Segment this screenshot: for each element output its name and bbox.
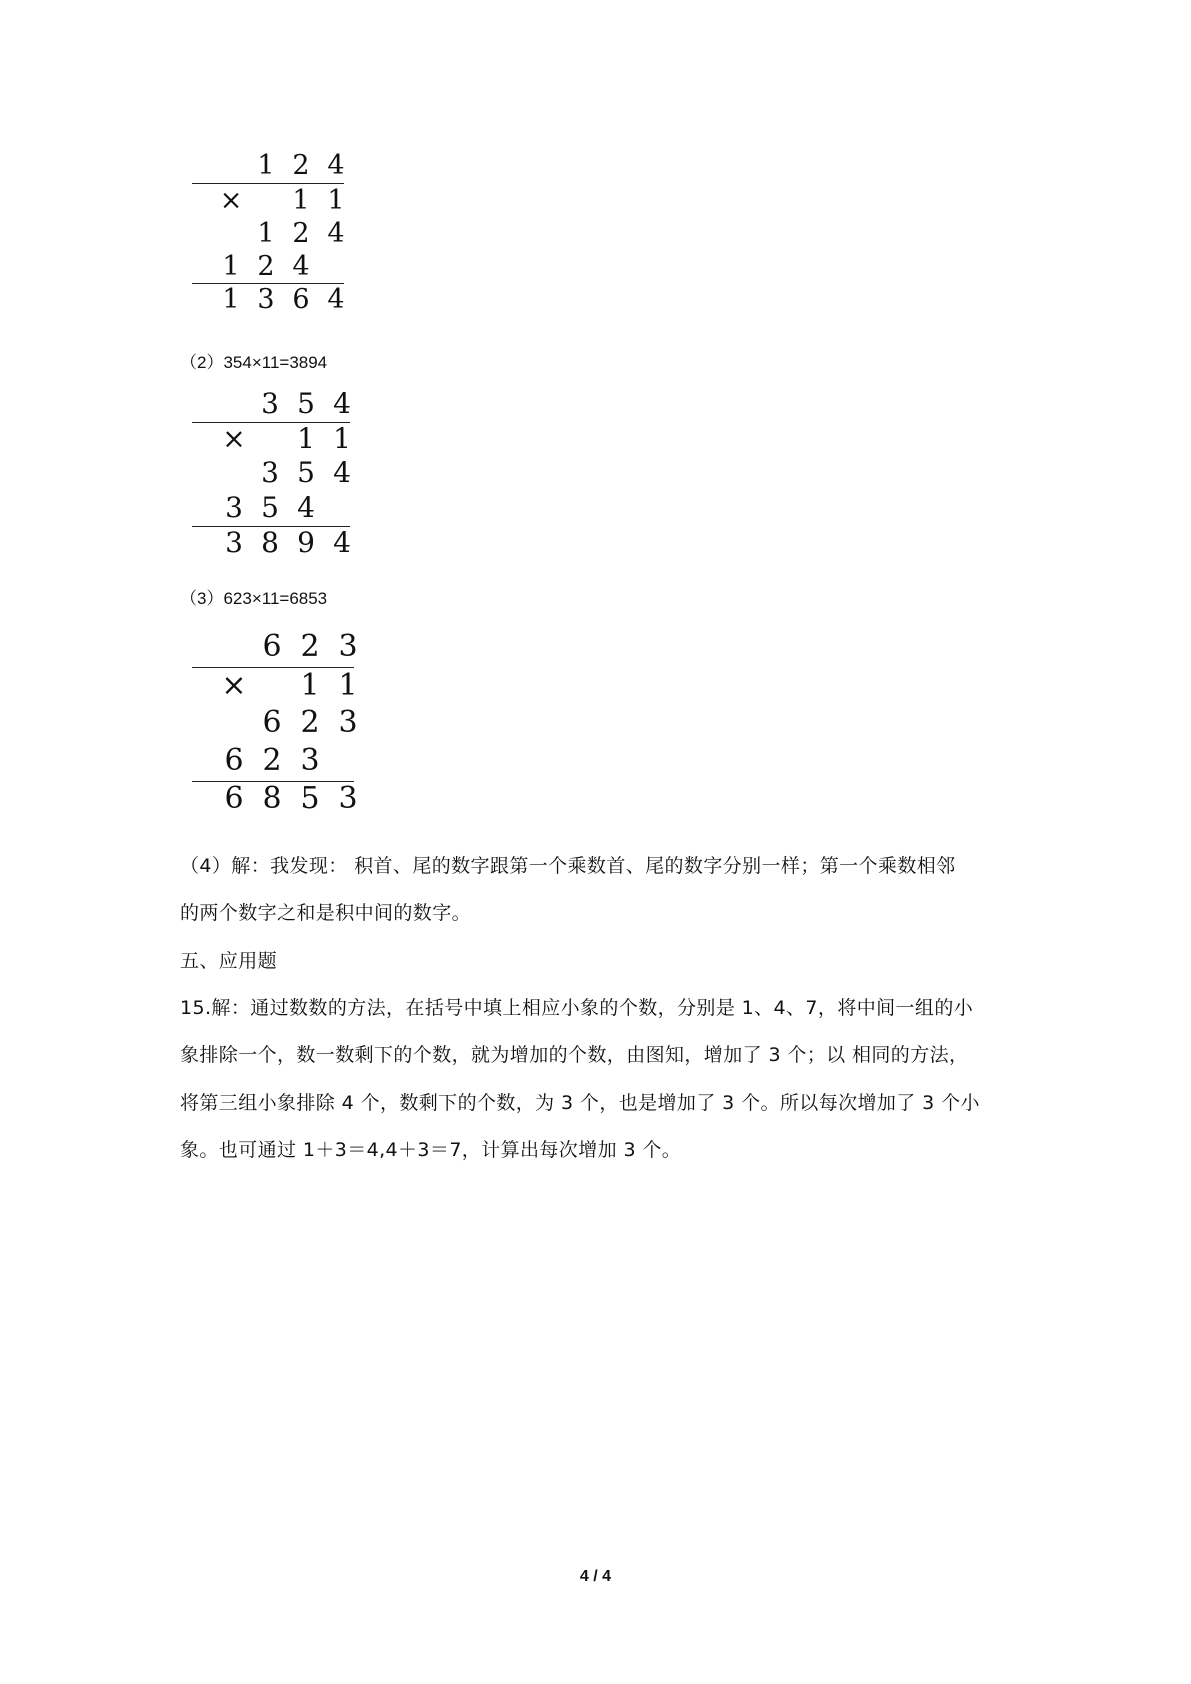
calc-digit: 6 bbox=[292, 284, 310, 315]
calc-digit: 1 bbox=[297, 422, 315, 455]
calc-digit: 5 bbox=[300, 781, 320, 816]
calc-digit: 4 bbox=[292, 251, 310, 282]
calc-digit: 1 bbox=[327, 185, 345, 216]
calc-digit: 2 bbox=[262, 743, 282, 778]
calc-digit: 4 bbox=[297, 491, 315, 524]
problem-15-answer-line3: 将第三组小象排除 4 个，数剩下的个数，为 3 个，也是增加了 3 个。所以每次增加了 3 个小 bbox=[180, 1092, 980, 1114]
calc-digit: 4 bbox=[327, 284, 345, 315]
calc-digit: 3 bbox=[257, 284, 275, 315]
calc-digit: × bbox=[219, 185, 243, 216]
calc-digit: 1 bbox=[222, 251, 240, 282]
calc-digit: 4 bbox=[333, 526, 351, 559]
problem-15-answer-line2: 象排除一个，数一数剩下的个数，就为增加的个数，由图知，增加了 3 个；以 相同的方法， bbox=[180, 1044, 969, 1066]
calc-digit: 2 bbox=[292, 150, 310, 181]
calc-digit: 4 bbox=[333, 387, 351, 420]
calc-digit: 2 bbox=[300, 629, 320, 664]
calc-digit: 3 bbox=[338, 781, 358, 816]
calc-digit: 1 bbox=[300, 668, 320, 703]
calc-digit: 3 bbox=[261, 387, 279, 420]
calc-digit: 5 bbox=[297, 387, 315, 420]
problem-15-answer-line1: 15.解：通过数数的方法，在括号中填上相应小象的个数，分别是 1、4、7，将中间一组的小 bbox=[180, 997, 974, 1019]
problem-15-answer-line4: 象。也可通过 1＋3＝4,4＋3＝7，计算出每次增加 3 个。 bbox=[180, 1139, 682, 1161]
calc-digit: 3 bbox=[225, 526, 243, 559]
calc-digit: 2 bbox=[300, 705, 320, 740]
calc-digit: 6 bbox=[262, 705, 282, 740]
calc-digit: 3 bbox=[338, 705, 358, 740]
calc-digit: 3 bbox=[261, 456, 279, 489]
calc-rule-upper bbox=[192, 667, 354, 668]
calc-digit: 3 bbox=[300, 743, 320, 778]
calc-rule-lower bbox=[192, 526, 350, 527]
calc-digit: 5 bbox=[261, 491, 279, 524]
calc-digit: 1 bbox=[333, 422, 351, 455]
problem-4-answer-line2: 的两个数字之和是积中间的数字。 bbox=[180, 902, 472, 924]
calc-rule-upper bbox=[192, 183, 344, 184]
calc-digit: 4 bbox=[333, 456, 351, 489]
problem-3-label: （3）623×11=6853 bbox=[180, 589, 328, 608]
calc-digit: 3 bbox=[338, 629, 358, 664]
calc-digit: 2 bbox=[292, 218, 310, 249]
calc-digit: 9 bbox=[297, 526, 315, 559]
section-5-heading: 五、应用题 bbox=[180, 950, 278, 972]
calc-digit: 8 bbox=[262, 781, 282, 816]
problem-4-answer-line1: （4）解：我发现： 积首、尾的数字跟第一个乘数首、尾的数字分别一样；第一个乘数相邻 bbox=[180, 855, 956, 877]
calc-digit: 6 bbox=[262, 629, 282, 664]
calc-digit: 1 bbox=[338, 668, 358, 703]
calc-digit: 1 bbox=[292, 185, 310, 216]
calc-rule-upper bbox=[192, 422, 350, 423]
calc-digit: 4 bbox=[327, 150, 345, 181]
calc-rule-lower bbox=[192, 781, 354, 782]
calc-digit: × bbox=[222, 422, 246, 455]
calc-rule-lower bbox=[192, 283, 344, 284]
calc-digit: 6 bbox=[224, 743, 244, 778]
calc-digit: 4 bbox=[327, 218, 345, 249]
calc-digit: 5 bbox=[297, 456, 315, 489]
calc-digit: × bbox=[221, 668, 247, 703]
calc-digit: 6 bbox=[224, 781, 244, 816]
page-number: 4 / 4 bbox=[579, 1568, 612, 1585]
calc-digit: 8 bbox=[261, 526, 279, 559]
problem-2-label: （2）354×11=3894 bbox=[180, 353, 328, 372]
calc-digit: 3 bbox=[225, 491, 243, 524]
calc-digit: 2 bbox=[257, 251, 275, 282]
calc-digit: 1 bbox=[257, 218, 275, 249]
calc-digit: 1 bbox=[257, 150, 275, 181]
calc-digit: 1 bbox=[222, 284, 240, 315]
